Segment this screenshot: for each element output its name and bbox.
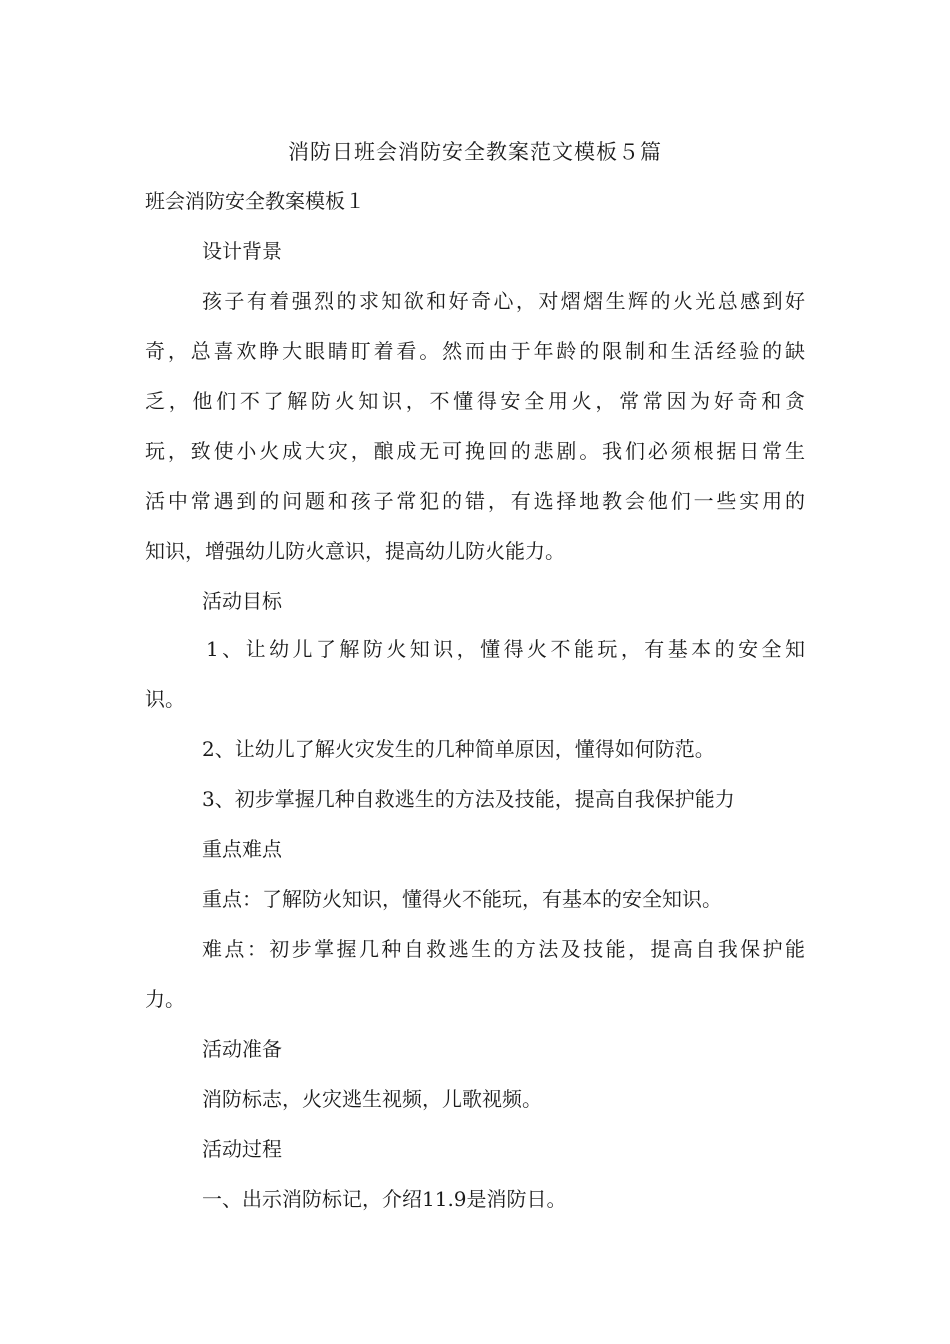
paragraph-line: 乏，他们不了解防火知识，不懂得安全用火，常常因为好奇和贪 — [145, 389, 805, 413]
difficulty-text-continuation: 力。 — [145, 987, 185, 1011]
goal-item: 2、让幼儿了解火灾发生的几种简单原因，懂得如何防范。 — [202, 737, 715, 761]
document-subtitle: 班会消防安全教案模板１ — [145, 189, 365, 213]
document-title: 消防日班会消防安全教案范文模板５篇 — [288, 140, 662, 164]
paragraph-line: 活中常遇到的问题和孩子常犯的错，有选择地教会他们一些实用的 — [145, 489, 805, 513]
key-point-text: 重点：了解防火知识，懂得火不能玩，有基本的安全知识。 — [202, 887, 722, 911]
goal-item-continuation: 识。 — [145, 687, 185, 711]
paragraph-line: 孩子有着强烈的求知欲和好奇心，对熠熠生辉的火光总感到好 — [202, 289, 805, 313]
process-step: 一、出示消防标记，介绍11.9是消防日。 — [202, 1187, 567, 1211]
preparation-text: 消防标志，火灾逃生视频，儿歌视频。 — [202, 1087, 542, 1111]
paragraph-line: 奇，总喜欢睁大眼睛盯着看。然而由于年龄的限制和生活经验的缺 — [145, 339, 805, 363]
heading-goals: 活动目标 — [202, 589, 282, 613]
heading-preparation: 活动准备 — [202, 1037, 282, 1061]
heading-process: 活动过程 — [202, 1137, 282, 1161]
difficulty-text: 难点：初步掌握几种自救逃生的方法及技能，提高自我保护能 — [202, 937, 805, 961]
paragraph-line: 知识，增强幼儿防火意识，提高幼儿防火能力。 — [145, 539, 565, 563]
goal-item: 1、让幼儿了解防火知识，懂得火不能玩，有基本的安全知 — [206, 637, 805, 661]
goal-item: 3、初步掌握几种自救逃生的方法及技能，提高自我保护能力 — [202, 787, 735, 811]
paragraph-line: 玩，致使小火成大灾，酿成无可挽回的悲剧。我们必须根据日常生 — [145, 439, 805, 463]
heading-key-points: 重点难点 — [202, 837, 282, 861]
heading-design-background: 设计背景 — [202, 239, 282, 263]
